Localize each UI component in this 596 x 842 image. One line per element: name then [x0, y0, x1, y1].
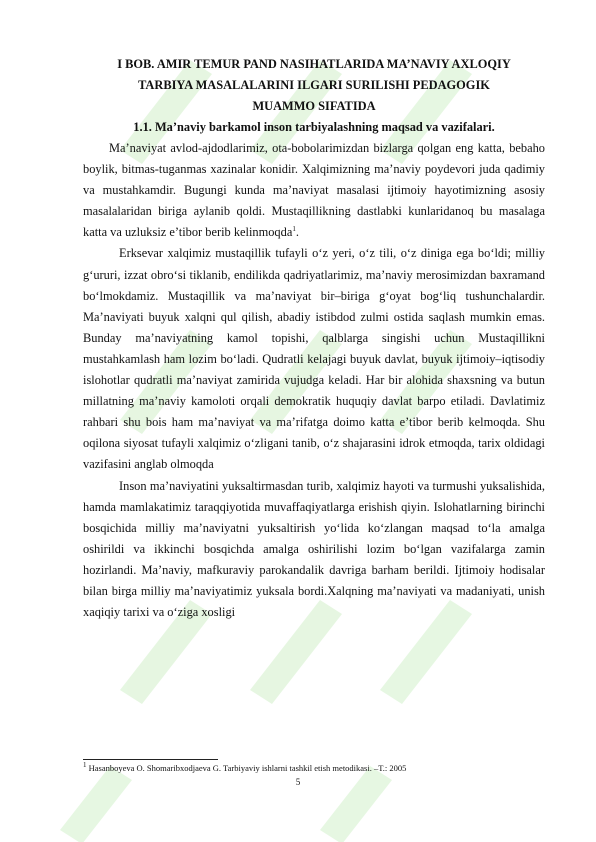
paragraph-3: Inson ma’naviyatini yuksaltirmasdan turib, xalqimiz hayoti va turmushi yuksalishida, hamda mamlakatimiz taraqqiyotida muvaffaqiyatlarga erishish qiyin. Islohatlarning birinchi bosqichida milliy ma’naviyatni yuksaltirish yo‘lida ko‘zlangan maqsad to‘la amalga oshirildi va ikkinchi bosqichda amalga oshirilishi lozim bo‘lgan vazifalarga zamin hozirlandi. Ma’naviy, mafkuraviy parokandalik davriga barham berildi. Ijtimoiy hodisalar bilan birga milliy ma’naviyatimiz yuksala bordi.Xalqning ma’naviyati va madaniyati, unish xaqiqiy tarixi va o‘ziga xosligi [83, 478, 545, 620]
chapter-heading-line-1: I BOB. AMIR TEMUR PAND NASIHATLARIDA MA’NAVIY AXLOQIY [117, 57, 511, 71]
footnote-number: 1 [83, 761, 87, 770]
footnote-separator [83, 759, 218, 760]
footnote-reference[interactable]: 1 [292, 225, 296, 234]
paragraph-1 [83, 138, 545, 243]
footnote-text: Hasanboyeva O. Shomaribxodjaeva G. Tarbiyaviy ishlarni tashkil etish metodikasi. –T.: 2005 [88, 763, 407, 773]
page-number: 5 [295, 777, 301, 787]
page-content [83, 54, 545, 623]
section-title: 1.1. Ma’naviy barkamol inson tarbiyalashning maqsad va vazifalari. [133, 120, 495, 134]
chapter-heading-line-2: TARBIYA MASALALARINI ILGARI SURILISHI PEDAGOGIK [138, 78, 490, 92]
paragraph-1-text: Ma’naviyat avlod-ajdodlarimiz, ota-bobolarimizdan bizlarga qolgan eng katta, bebaho boylik, bitmas-tuganmas xazinalar konidir. Xalqimizning ma’naviy poydevori juda qadimiy va mustahkamdir. Bugungi kunda ma’naviyat masalasi ijtimoiy hayotimizning asosiy masalalaridan biriga aylanib qoldi. Mustaqillikning dastlabki kunlaridanoq bu masalaga katta va uzluksiz e’tibor berib kelinmoqda [83, 141, 545, 240]
paragraph-1-end: . [295, 225, 299, 240]
paragraph-2: Erksevar xalqimiz mustaqillik tufayli o‘z yeri, o‘z tili, o‘z diniga ega bo‘ldi; milliy g‘ururi, izzat obro‘si tiklanib, endilikda qadriyatlarimiz, ma’naviy merosimizdan baxramand bo‘lmokdamiz. Mustaqillik va ma’naviyat bir–biriga g‘oyat bog‘liq tushunchalardir. Ma’naviyati buyuk xalqni qul qilish, abadiy istibdod zulmi ostida saqlash mumkin emas. Bunday ma’naviyatning kamol topishi, qalblarga singishi uchun Mustaqillikni mustahkamlash ham lozim bo‘ladi. Qudratli kelajagi buyuk davlat, buyuk ijtimoiy–iqtisodiy islohotlar qudratli ma’naviyat zamirida vujudga keladi. Har bir alohida shaxsning va butun millatning ma’naviy kamoloti orqali demokratik huquqiy davlat barpo etiladi. Davlatimiz rahbari shu bois ham ma’naviyat va ma’rifatga doimo katta e’tibor berib kelmoqda. Shu oqilona siyosat tufayli xalqimiz o‘zligani tanib, o‘z shajarasini idrok etmoqda, tarix oldidagi vazifasini anglab olmoqda [83, 246, 545, 472]
chapter-heading-line-3: MUAMMO SIFATIDA [252, 99, 376, 113]
footnote [83, 763, 545, 774]
